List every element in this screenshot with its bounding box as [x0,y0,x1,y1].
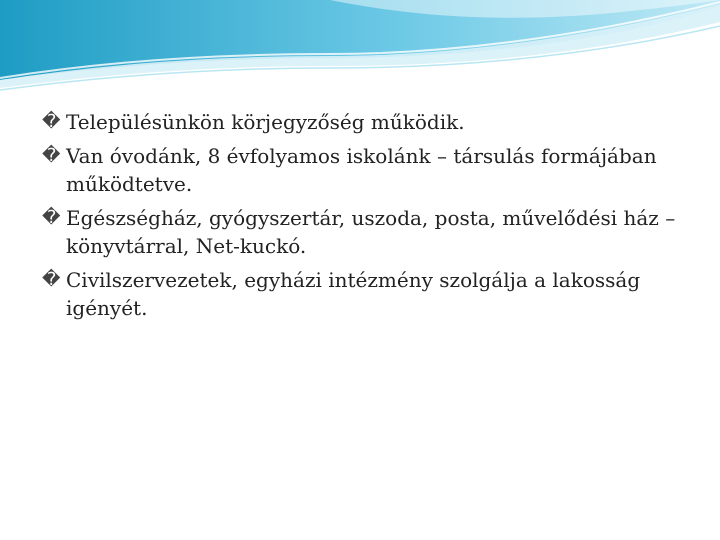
header-wave-decoration [0,0,720,100]
bullet-item [40,142,690,198]
bullet-item [40,204,690,260]
bullet-item [40,108,690,136]
bullet-item [40,266,690,322]
bullet-text: Egészségház, gyógyszertár, uszoda, posta, művelődési ház – könyvtárral, Net-kuckó. [66,206,676,258]
bullet-text: Van óvodánk, 8 évfolyamos iskolánk – társulás formájában működtetve. [66,144,657,196]
bullet-marker-icon: � [42,269,61,290]
bullet-marker-icon: � [42,145,61,166]
bullet-text: Településünkön körjegyzőség működik. [66,110,465,134]
bullet-marker-icon: � [42,111,61,132]
bullet-text: Civilszervezetek, egyházi intézmény szolgálja a lakosság igényét. [66,268,641,320]
bullet-marker-icon: � [42,207,61,228]
bullet-list [40,108,690,328]
